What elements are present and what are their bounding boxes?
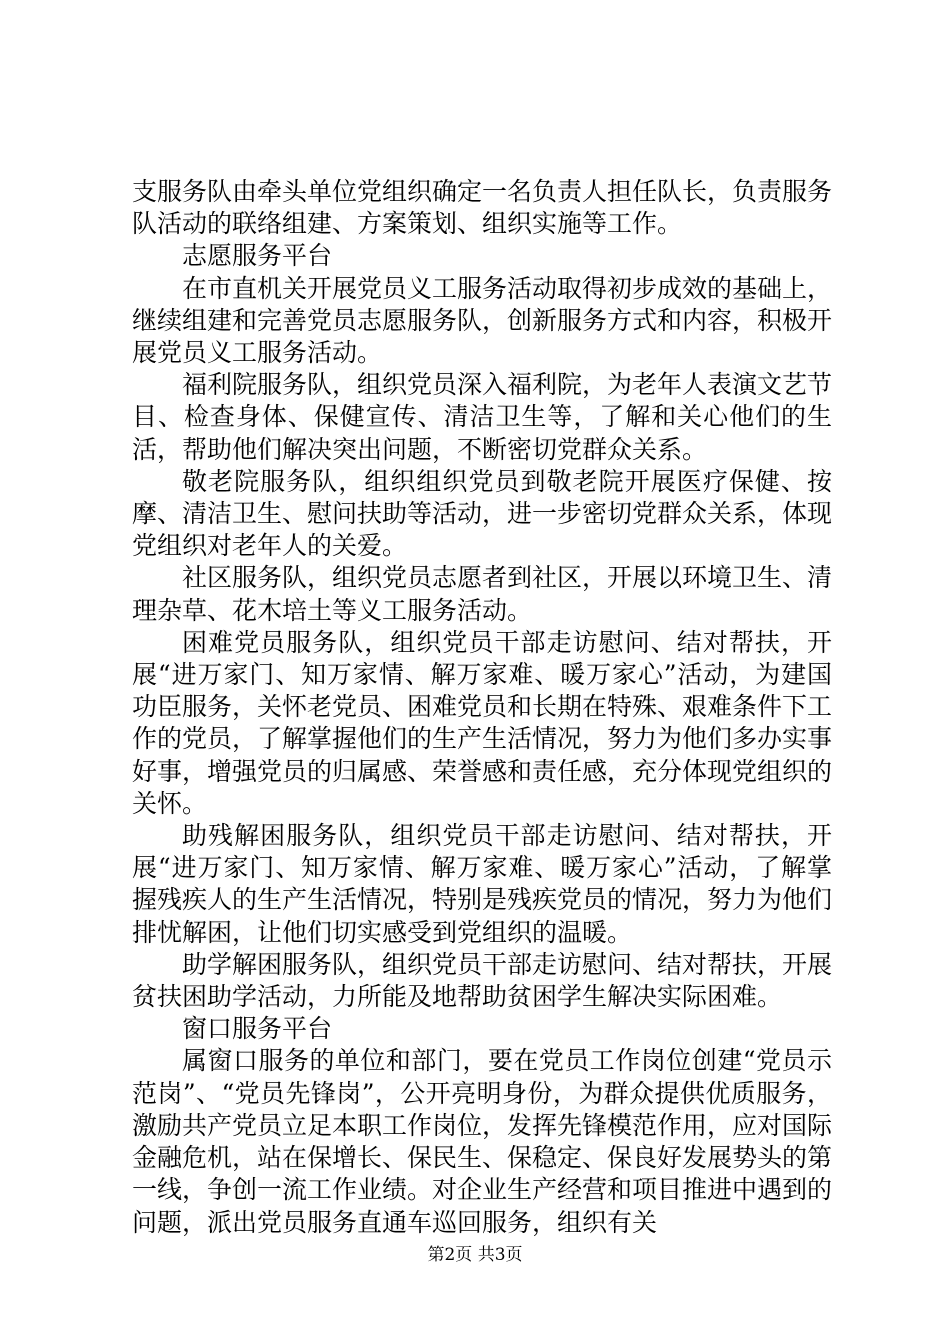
paragraph-window-service: 属窗口服务的单位和部门，要在党员工作岗位创建“党员示范岗”、“党员先锋岗”，公开亮明身份，为群众提供优质服务，激励共产党员立足本职工作岗位，发挥先锋模范作用，应对国际金融危机，站在保增长、保民生、保稳定、保良好发展势头的第一线，争创一流工作业绩。对企业生产经营和项目推进中遇到的问题，派出党员服务直通车巡回服务，组织有关 xyxy=(132,1046,833,1237)
page-footer: 第2页 共3页 xyxy=(427,1245,523,1265)
paragraph-study-aid-team: 助学解困服务队，组织党员干部走访慰问、结对帮扶，开展贫扶困助学活动，力所能及地帮助贫困学生解决实际困难。 xyxy=(132,949,833,1012)
paragraph-continued: 支服务队由牵头单位党组织确定一名负责人担任队长，负责服务队活动的联络组建、方案策划、组织实施等工作。 xyxy=(132,177,833,239)
paragraph-elderly-home-team: 敬老院服务队，组织组织党员到敬老院开展医疗保健、按摩、清洁卫生、慰问扶助等活动，进一步密切党群众关系，体现党组织对老年人的关爱。 xyxy=(132,466,833,561)
section-heading-volunteer-platform: 志愿服务平台 xyxy=(182,241,333,271)
paragraph-community-team: 社区服务队，组织党员志愿者到社区，开展以环境卫生、清理杂草、花木培土等义工服务活动。 xyxy=(132,563,833,625)
paragraph-needy-members-team: 困难党员服务队，组织党员干部走访慰问、结对帮扶，开展“进万家门、知万家情、解万家难、暖万家心”活动，为建国功臣服务，关怀老党员、困难党员和长期在特殊、艰难条件下工作的党员，了解掌握他们的生产生活情况，努力为他们多办实事好事，增强党员的归属感、荣誉感和责任感，充分体现党组织的关怀。 xyxy=(132,627,833,818)
paragraph-disability-team: 助残解困服务队，组织党员干部走访慰问、结对帮扶，开展“进万家门、知万家情、解万家难、暖万家心”活动，了解掌握残疾人的生产生活情况，特别是残疾党员的情况，努力为他们排忧解困，让他们切实感受到党组织的温暖。 xyxy=(132,821,833,947)
document-body xyxy=(132,176,832,1239)
section-heading-window-platform: 窗口服务平台 xyxy=(182,1014,333,1044)
paragraph: 在市直机关开展党员义工服务活动取得初步成效的基础上，继续组建和完善党员志愿服务队，创新服务方式和内容，积极开展党员义工服务活动。 xyxy=(132,273,833,368)
paragraph-welfare-team: 福利院服务队，组织党员深入福利院，为老年人表演文艺节目、检查身体、保健宣传、清洁卫生等，了解和关心他们的生活，帮助他们解决突出问题，不断密切党群众关系。 xyxy=(132,370,833,464)
